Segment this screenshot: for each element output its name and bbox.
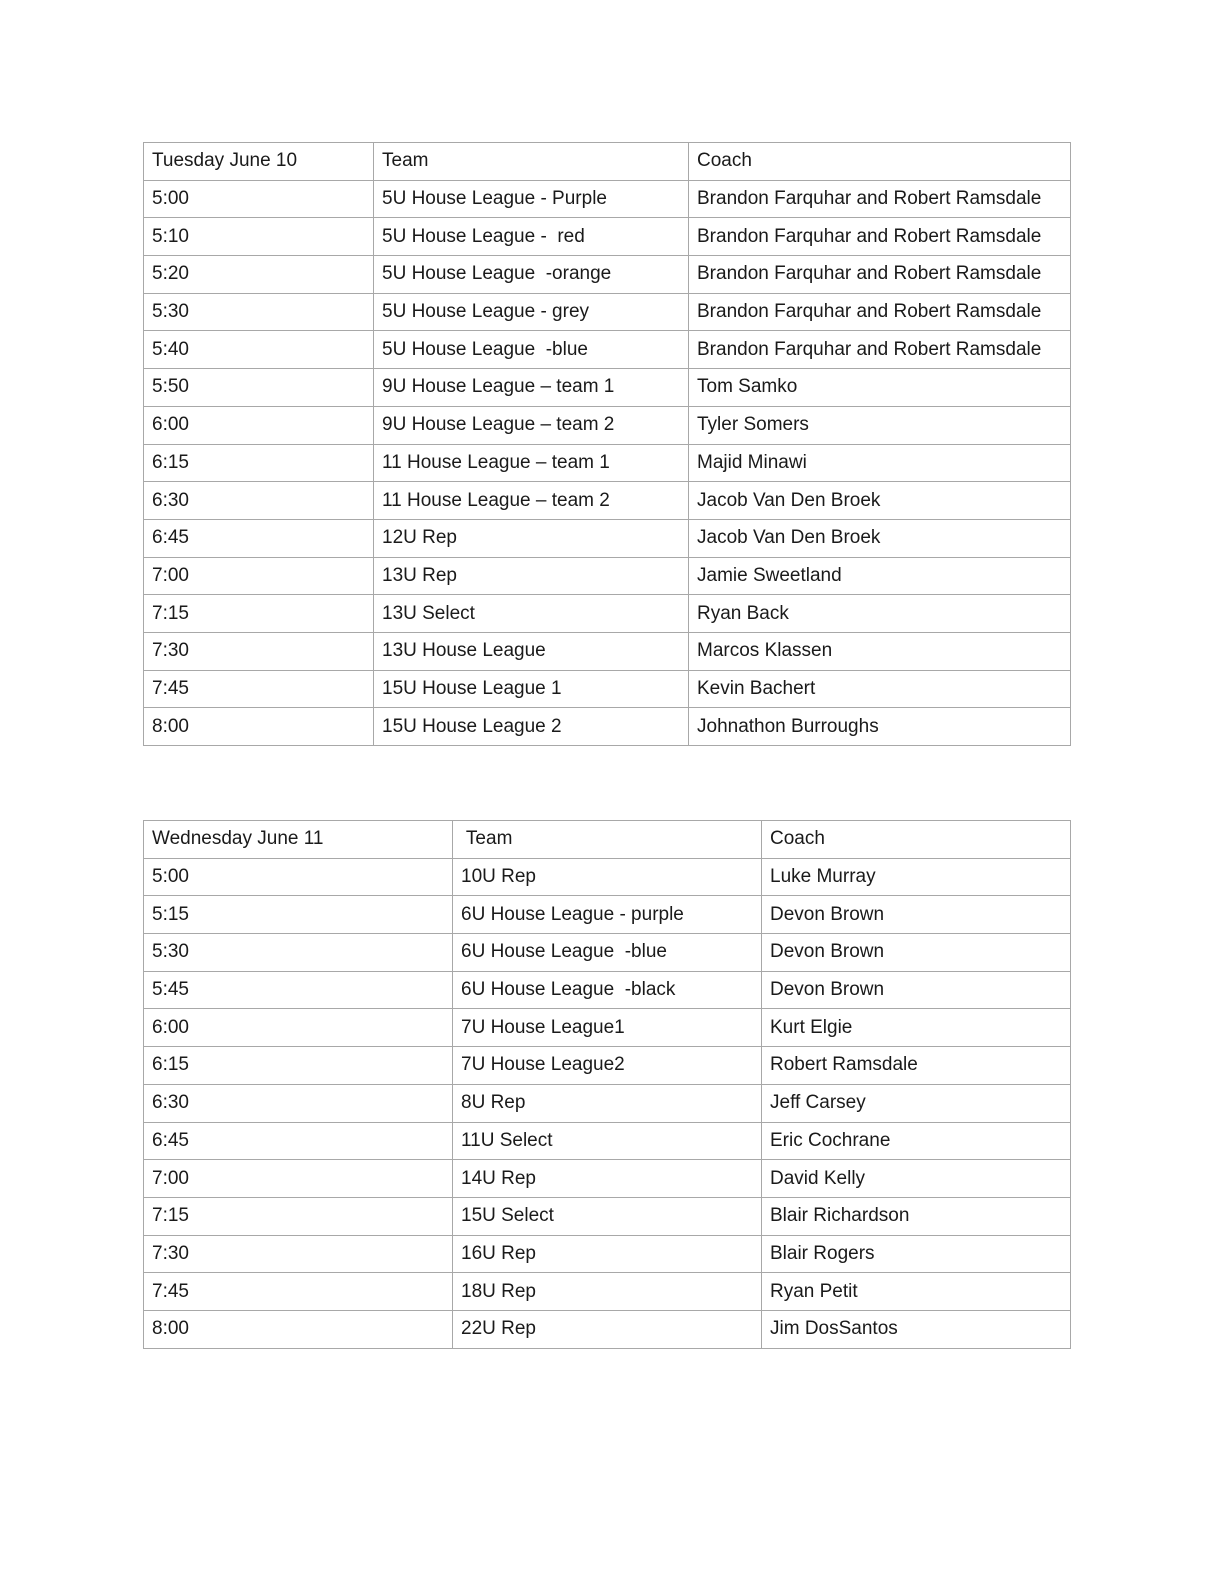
- time-cell: 6:15: [144, 444, 374, 482]
- time-cell: 5:30: [144, 293, 374, 331]
- time-cell: 5:15: [144, 896, 453, 934]
- table-row: [144, 293, 1071, 331]
- table-row: [144, 858, 1071, 896]
- table-row: [144, 331, 1071, 369]
- table-row: [144, 406, 1071, 444]
- coach-header: Coach: [689, 143, 1071, 181]
- coach-cell: Tom Samko: [689, 369, 1071, 407]
- time-cell: 7:30: [144, 632, 374, 670]
- time-cell: 7:45: [144, 1273, 453, 1311]
- team-cell: 13U Select: [374, 595, 689, 633]
- team-cell: 11U Select: [453, 1122, 762, 1160]
- time-cell: 5:00: [144, 858, 453, 896]
- team-cell: 6U House League -black: [453, 971, 762, 1009]
- team-header: Team: [453, 821, 762, 859]
- table-row: [144, 595, 1071, 633]
- table-row: [144, 971, 1071, 1009]
- coach-cell: Robert Ramsdale: [762, 1047, 1071, 1085]
- table-row: [144, 896, 1071, 934]
- coach-cell: Jeff Carsey: [762, 1084, 1071, 1122]
- coach-cell: Marcos Klassen: [689, 632, 1071, 670]
- coach-cell: David Kelly: [762, 1160, 1071, 1198]
- table-row: [144, 180, 1071, 218]
- day-header: Tuesday June 10: [144, 143, 374, 181]
- time-cell: 6:45: [144, 1122, 453, 1160]
- header-row: [144, 143, 1071, 181]
- coach-cell: Brandon Farquhar and Robert Ramsdale: [689, 180, 1071, 218]
- team-cell: 7U House League2: [453, 1047, 762, 1085]
- team-cell: 15U Select: [453, 1197, 762, 1235]
- time-cell: 8:00: [144, 1310, 453, 1348]
- team-cell: 5U House League - grey: [374, 293, 689, 331]
- time-cell: 8:00: [144, 708, 374, 746]
- table-row: [144, 256, 1071, 294]
- day-header: Wednesday June 11: [144, 821, 453, 859]
- table-row: [144, 1122, 1071, 1160]
- table-row: [144, 708, 1071, 746]
- team-cell: 9U House League – team 1: [374, 369, 689, 407]
- team-cell: 5U House League -blue: [374, 331, 689, 369]
- coach-cell: Devon Brown: [762, 896, 1071, 934]
- time-cell: 7:45: [144, 670, 374, 708]
- time-cell: 5:00: [144, 180, 374, 218]
- team-cell: 15U House League 1: [374, 670, 689, 708]
- team-cell: 22U Rep: [453, 1310, 762, 1348]
- time-cell: 5:30: [144, 934, 453, 972]
- time-cell: 5:10: [144, 218, 374, 256]
- table-body: [144, 143, 1071, 746]
- coach-cell: Ryan Petit: [762, 1273, 1071, 1311]
- table-row: [144, 1235, 1071, 1273]
- time-cell: 7:00: [144, 1160, 453, 1198]
- table-row: [144, 444, 1071, 482]
- team-cell: 6U House League -blue: [453, 934, 762, 972]
- team-cell: 15U House League 2: [374, 708, 689, 746]
- time-cell: 7:15: [144, 1197, 453, 1235]
- team-cell: 13U House League: [374, 632, 689, 670]
- coach-cell: Blair Richardson: [762, 1197, 1071, 1235]
- table-row: [144, 1009, 1071, 1047]
- table-row: [144, 1310, 1071, 1348]
- time-cell: 5:20: [144, 256, 374, 294]
- table-row: [144, 632, 1071, 670]
- table-body: [144, 821, 1071, 1349]
- team-cell: 11 House League – team 1: [374, 444, 689, 482]
- time-cell: 5:45: [144, 971, 453, 1009]
- time-cell: 6:15: [144, 1047, 453, 1085]
- coach-cell: Ryan Back: [689, 595, 1071, 633]
- coach-cell: Jamie Sweetland: [689, 557, 1071, 595]
- team-cell: 9U House League – team 2: [374, 406, 689, 444]
- time-cell: 6:00: [144, 1009, 453, 1047]
- coach-cell: Jim DosSantos: [762, 1310, 1071, 1348]
- time-cell: 5:40: [144, 331, 374, 369]
- coach-cell: Kurt Elgie: [762, 1009, 1071, 1047]
- table-row: [144, 218, 1071, 256]
- time-cell: 6:30: [144, 482, 374, 520]
- team-cell: 11 House League – team 2: [374, 482, 689, 520]
- team-cell: 8U Rep: [453, 1084, 762, 1122]
- coach-header: Coach: [762, 821, 1071, 859]
- coach-cell: Johnathon Burroughs: [689, 708, 1071, 746]
- team-cell: 5U House League -orange: [374, 256, 689, 294]
- coach-cell: Tyler Somers: [689, 406, 1071, 444]
- coach-cell: Majid Minawi: [689, 444, 1071, 482]
- table-row: [144, 1047, 1071, 1085]
- time-cell: 7:15: [144, 595, 374, 633]
- table-row: [144, 369, 1071, 407]
- team-cell: 14U Rep: [453, 1160, 762, 1198]
- coach-cell: Blair Rogers: [762, 1235, 1071, 1273]
- table-row: [144, 519, 1071, 557]
- team-cell: 18U Rep: [453, 1273, 762, 1311]
- table-row: [144, 670, 1071, 708]
- table-row: [144, 482, 1071, 520]
- team-header: Team: [374, 143, 689, 181]
- time-cell: 6:00: [144, 406, 374, 444]
- coach-cell: Brandon Farquhar and Robert Ramsdale: [689, 293, 1071, 331]
- time-cell: 6:30: [144, 1084, 453, 1122]
- coach-cell: Luke Murray: [762, 858, 1071, 896]
- time-cell: 7:30: [144, 1235, 453, 1273]
- coach-cell: Devon Brown: [762, 934, 1071, 972]
- coach-cell: Kevin Bachert: [689, 670, 1071, 708]
- table-row: [144, 934, 1071, 972]
- schedule-table-tuesday: [143, 142, 1071, 746]
- time-cell: 6:45: [144, 519, 374, 557]
- coach-cell: Jacob Van Den Broek: [689, 519, 1071, 557]
- table-row: [144, 557, 1071, 595]
- team-cell: 12U Rep: [374, 519, 689, 557]
- team-cell: 13U Rep: [374, 557, 689, 595]
- team-cell: 7U House League1: [453, 1009, 762, 1047]
- table-row: [144, 1273, 1071, 1311]
- coach-cell: Eric Cochrane: [762, 1122, 1071, 1160]
- coach-cell: Brandon Farquhar and Robert Ramsdale: [689, 256, 1071, 294]
- team-cell: 16U Rep: [453, 1235, 762, 1273]
- team-cell: 6U House League - purple: [453, 896, 762, 934]
- team-cell: 5U House League - red: [374, 218, 689, 256]
- team-cell: 5U House League - Purple: [374, 180, 689, 218]
- coach-cell: Brandon Farquhar and Robert Ramsdale: [689, 331, 1071, 369]
- coach-cell: Brandon Farquhar and Robert Ramsdale: [689, 218, 1071, 256]
- time-cell: 5:50: [144, 369, 374, 407]
- coach-cell: Jacob Van Den Broek: [689, 482, 1071, 520]
- header-row: [144, 821, 1071, 859]
- team-cell: 10U Rep: [453, 858, 762, 896]
- table-row: [144, 1084, 1071, 1122]
- table-row: [144, 1197, 1071, 1235]
- table-row: [144, 1160, 1071, 1198]
- time-cell: 7:00: [144, 557, 374, 595]
- coach-cell: Devon Brown: [762, 971, 1071, 1009]
- schedule-table-wednesday: [143, 820, 1071, 1349]
